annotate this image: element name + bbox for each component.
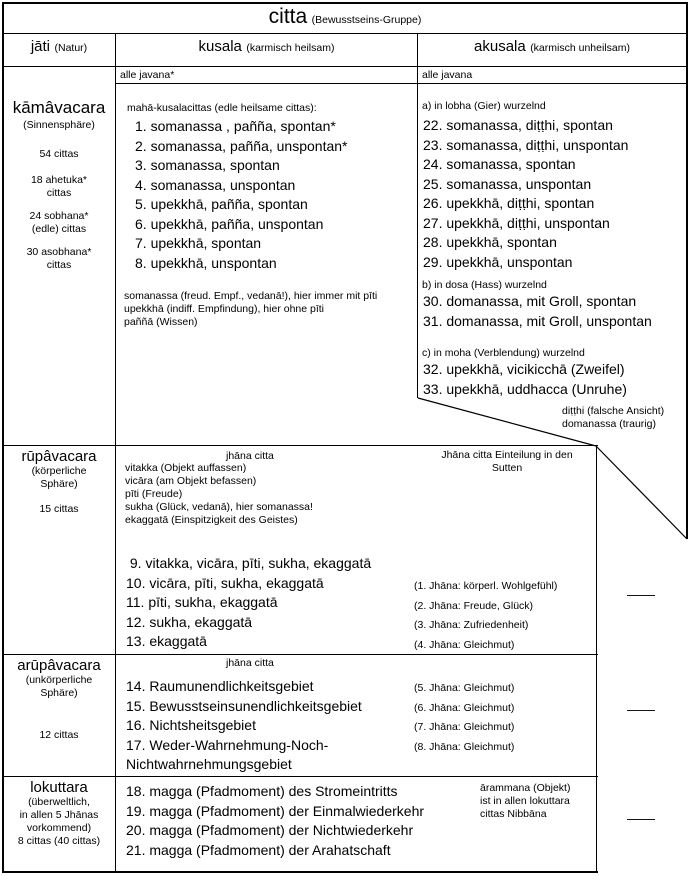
list-item: 5. upekkhā, paññа, spontan bbox=[135, 196, 308, 212]
rupa-factors bbox=[125, 462, 313, 527]
note-line: ārammana (Objekt) bbox=[480, 782, 571, 794]
rupa-sutten-heading-2: Sutten bbox=[491, 462, 523, 474]
moha-heading: c) in moha (Verblendung) wurzelnd bbox=[422, 347, 585, 359]
kama-label bbox=[3, 98, 115, 272]
kama-count: 54 cittas bbox=[39, 148, 79, 160]
arupa-count: 12 cittas bbox=[39, 729, 79, 741]
arupa-jhana-heading: jhāna citta bbox=[226, 657, 274, 669]
kama-asobhana-1: 30 asobhana* bbox=[26, 246, 92, 258]
rupa-sutten-list bbox=[414, 577, 557, 655]
kama-asobhana-2: cittas bbox=[46, 259, 72, 271]
loku-dash: —— bbox=[627, 810, 655, 826]
list-item: 1. somanassa , paññа, spontan* bbox=[135, 118, 336, 134]
arupa-sub-2: Sphäre) bbox=[40, 687, 78, 699]
note-line: paññā (Wissen) bbox=[124, 316, 198, 328]
rupa-label bbox=[3, 448, 115, 516]
list-item: 13. ekaggatā bbox=[126, 633, 207, 649]
list-item: 23. somanassa, diṭṭhi, unspontan bbox=[423, 136, 629, 153]
list-item: 14. Raumunendlichkeitsgebiet bbox=[126, 678, 314, 694]
note-line: somanassa (freud. Empf., vedanā!), hier immer mit pīti bbox=[124, 290, 378, 302]
title-main: citta bbox=[268, 5, 308, 28]
sutten-line: (1. Jhāna: körperl. Wohlgefühl) bbox=[414, 580, 558, 592]
sutten-line: (7. Jhāna: Gleichmut) bbox=[414, 721, 515, 733]
header-jati bbox=[3, 38, 115, 56]
rupa-list bbox=[126, 554, 371, 652]
javana-akusala: alle javana bbox=[422, 69, 473, 81]
arupa-sutten-list bbox=[414, 679, 514, 757]
kama-sub: (Sinnensphäre) bbox=[23, 119, 95, 131]
list-item: 32. upekkhā, vicikicchā (Zweifel) bbox=[423, 361, 625, 377]
sutten-line: (8. Jhāna: Gleichmut) bbox=[414, 740, 515, 753]
kama-title: kāmâvacara bbox=[12, 98, 106, 117]
kusala-kama-list bbox=[135, 117, 348, 273]
kama-sobhana-1: 24 sobhana* bbox=[29, 210, 89, 222]
list-item: Nichtwahrnehmungsgebiet bbox=[126, 756, 292, 772]
kama-ahetuka-2: cittas bbox=[46, 187, 72, 199]
list-item: 16. Nichtsheitsgebiet bbox=[126, 717, 256, 733]
kusala-kama-intro: mahā-kusalacittas (edle heilsame cittas): bbox=[127, 102, 317, 114]
loku-sub-3: vorkommend) bbox=[26, 822, 92, 834]
kusala-kama-notes bbox=[124, 290, 377, 329]
sutten-line: (3. Jhāna: Zufriedenheit) bbox=[414, 619, 529, 631]
list-item: 22. somanassa, diṭṭhi, spontan bbox=[423, 117, 613, 133]
list-item: 3. somanassa, spontan bbox=[135, 157, 280, 173]
header-kusala bbox=[116, 38, 417, 56]
list-item: 6. upekkhā, paññа, unspontan bbox=[135, 215, 324, 232]
list-item: 12. sukha, ekaggatā bbox=[126, 613, 253, 630]
list-item: 28. upekkhā, spontan bbox=[423, 234, 557, 250]
arupa-title: arūpâvacara bbox=[17, 657, 101, 674]
header-jati-sub: (Natur) bbox=[54, 42, 88, 54]
list-item: 18. magga (Pfadmoment) des Stromeintritts bbox=[126, 783, 398, 799]
loku-count: 8 cittas (40 cittas) bbox=[17, 835, 101, 847]
header-kusala-main: kusala bbox=[198, 38, 242, 55]
moha-list bbox=[423, 360, 627, 399]
note-line: upekkhā (indiff. Empfindung), hier ohne pīti bbox=[124, 303, 325, 315]
sutten-line: (4. Jhāna: Gleichmut) bbox=[414, 638, 515, 651]
title-sub: (Bewusstseins-Gruppe) bbox=[311, 14, 422, 26]
arupa-label bbox=[3, 657, 115, 742]
dosa-heading: b) in dosa (Hass) wurzelnd bbox=[422, 279, 547, 291]
sutten-line: (5. Jhāna: Gleichmut) bbox=[414, 682, 515, 694]
list-item: 19. magga (Pfadmoment) der Einmalwiederkehr bbox=[126, 802, 425, 819]
header-jati-main: jāti bbox=[30, 38, 51, 55]
header-akusala bbox=[418, 38, 686, 56]
factor-line: ekaggatā (Einspitzigkeit des Geistes) bbox=[125, 514, 298, 526]
loku-note bbox=[480, 782, 570, 821]
loku-list bbox=[126, 782, 424, 860]
list-item: 9. vitakka, vicāra, pīti, sukha, ekaggatā bbox=[126, 555, 372, 571]
kama-sobhana-2: (edle) cittas bbox=[31, 223, 87, 235]
dosa-list bbox=[423, 292, 652, 331]
rupa-sub-2: Sphäre) bbox=[40, 478, 78, 490]
list-item: 4. somanassa, unspontan bbox=[135, 176, 296, 193]
factor-line: pīti (Freude) bbox=[125, 488, 183, 500]
list-item: 15. Bewusstseinsunendlichkeitsgebiet bbox=[126, 697, 362, 714]
list-item: 24. somanassa, spontan bbox=[423, 156, 576, 172]
list-item: 31. domanassa, mit Groll, unspontan bbox=[423, 312, 652, 329]
factor-line: vitakka (Objekt auffassen) bbox=[125, 462, 247, 474]
list-item: 2. somanassa, paññа, unspontan* bbox=[135, 137, 348, 154]
kama-ahetuka-1: 18 ahetuka* bbox=[30, 174, 88, 186]
rupa-dash: —— bbox=[627, 586, 655, 602]
rupa-sub-1: (körperliche bbox=[31, 465, 87, 477]
javana-kusala: alle javana* bbox=[120, 69, 175, 81]
loku-title: lokuttara bbox=[30, 779, 88, 796]
list-item: 20. magga (Pfadmoment) der Nichtwiederkehr bbox=[126, 822, 414, 838]
list-item: 33. upekkhā, uddhacca (Unruhe) bbox=[423, 380, 627, 397]
loku-sub-1: (überweltlich, bbox=[28, 796, 90, 808]
note-line: cittas Nibbāna bbox=[480, 808, 547, 820]
list-item: 7. upekkhā, spontan bbox=[135, 235, 262, 251]
page-title bbox=[2, 5, 688, 29]
list-item: 8. upekkhā, unspontan bbox=[135, 254, 277, 271]
lobha-list bbox=[423, 116, 628, 272]
list-item: 10. vicāra, pīti, sukha, ekaggatā bbox=[126, 574, 324, 591]
rupa-jhana-heading: jhāna citta bbox=[226, 450, 274, 462]
loku-sub-2: in allen 5 Jhānas bbox=[19, 809, 99, 821]
list-item: 30. domanassa, mit Groll, spontan bbox=[423, 293, 637, 309]
list-item: 11. pīti, sukha, ekaggatā bbox=[126, 594, 278, 610]
factor-line: vicāra (am Objekt befassen) bbox=[125, 475, 257, 487]
akusala-notes bbox=[562, 405, 664, 431]
list-item: 26. upekkhā, diṭṭhi, spontan bbox=[423, 195, 595, 211]
rupa-count: 15 cittas bbox=[39, 503, 79, 515]
factor-line: sukha (Glück, vedanā), hier somanassa! bbox=[125, 501, 313, 513]
header-akusala-sub: (karmisch unheilsam) bbox=[530, 42, 630, 54]
list-item: 29. upekkhā, unspontan bbox=[423, 253, 573, 270]
list-item: 25. somanassa, unspontan bbox=[423, 175, 592, 192]
note-line: diṭṭhi (falsche Ansicht) bbox=[562, 405, 665, 417]
note-line: ist in allen lokuttara bbox=[480, 795, 570, 807]
note-line: domanassa (traurig) bbox=[562, 418, 656, 430]
list-item: 17. Weder-Wahrnehmung-Noch- bbox=[126, 736, 329, 753]
list-item: 27. upekkhā, diṭṭhi, unspontan bbox=[423, 214, 610, 231]
rupa-sutten-heading bbox=[420, 449, 594, 475]
list-item: 21. magga (Pfadmoment) der Arahatschaft bbox=[126, 841, 391, 858]
header-kusala-sub: (karmisch heilsam) bbox=[246, 42, 335, 54]
sutten-line: (6. Jhāna: Gleichmut) bbox=[414, 701, 515, 714]
arupa-sub-1: (unkörperliche bbox=[25, 674, 93, 686]
header-akusala-main: akusala bbox=[474, 38, 526, 55]
rupa-sutten-heading-1: Jhāna citta Einteilung in den bbox=[441, 449, 573, 461]
loku-label bbox=[3, 779, 115, 848]
arupa-dash: —— bbox=[627, 701, 655, 717]
lobha-heading: a) in lobha (Gier) wurzelnd bbox=[422, 100, 546, 112]
arupa-list bbox=[126, 677, 362, 775]
rupa-title: rūpâvacara bbox=[21, 448, 97, 465]
sutten-line: (2. Jhāna: Freude, Glück) bbox=[414, 599, 534, 612]
